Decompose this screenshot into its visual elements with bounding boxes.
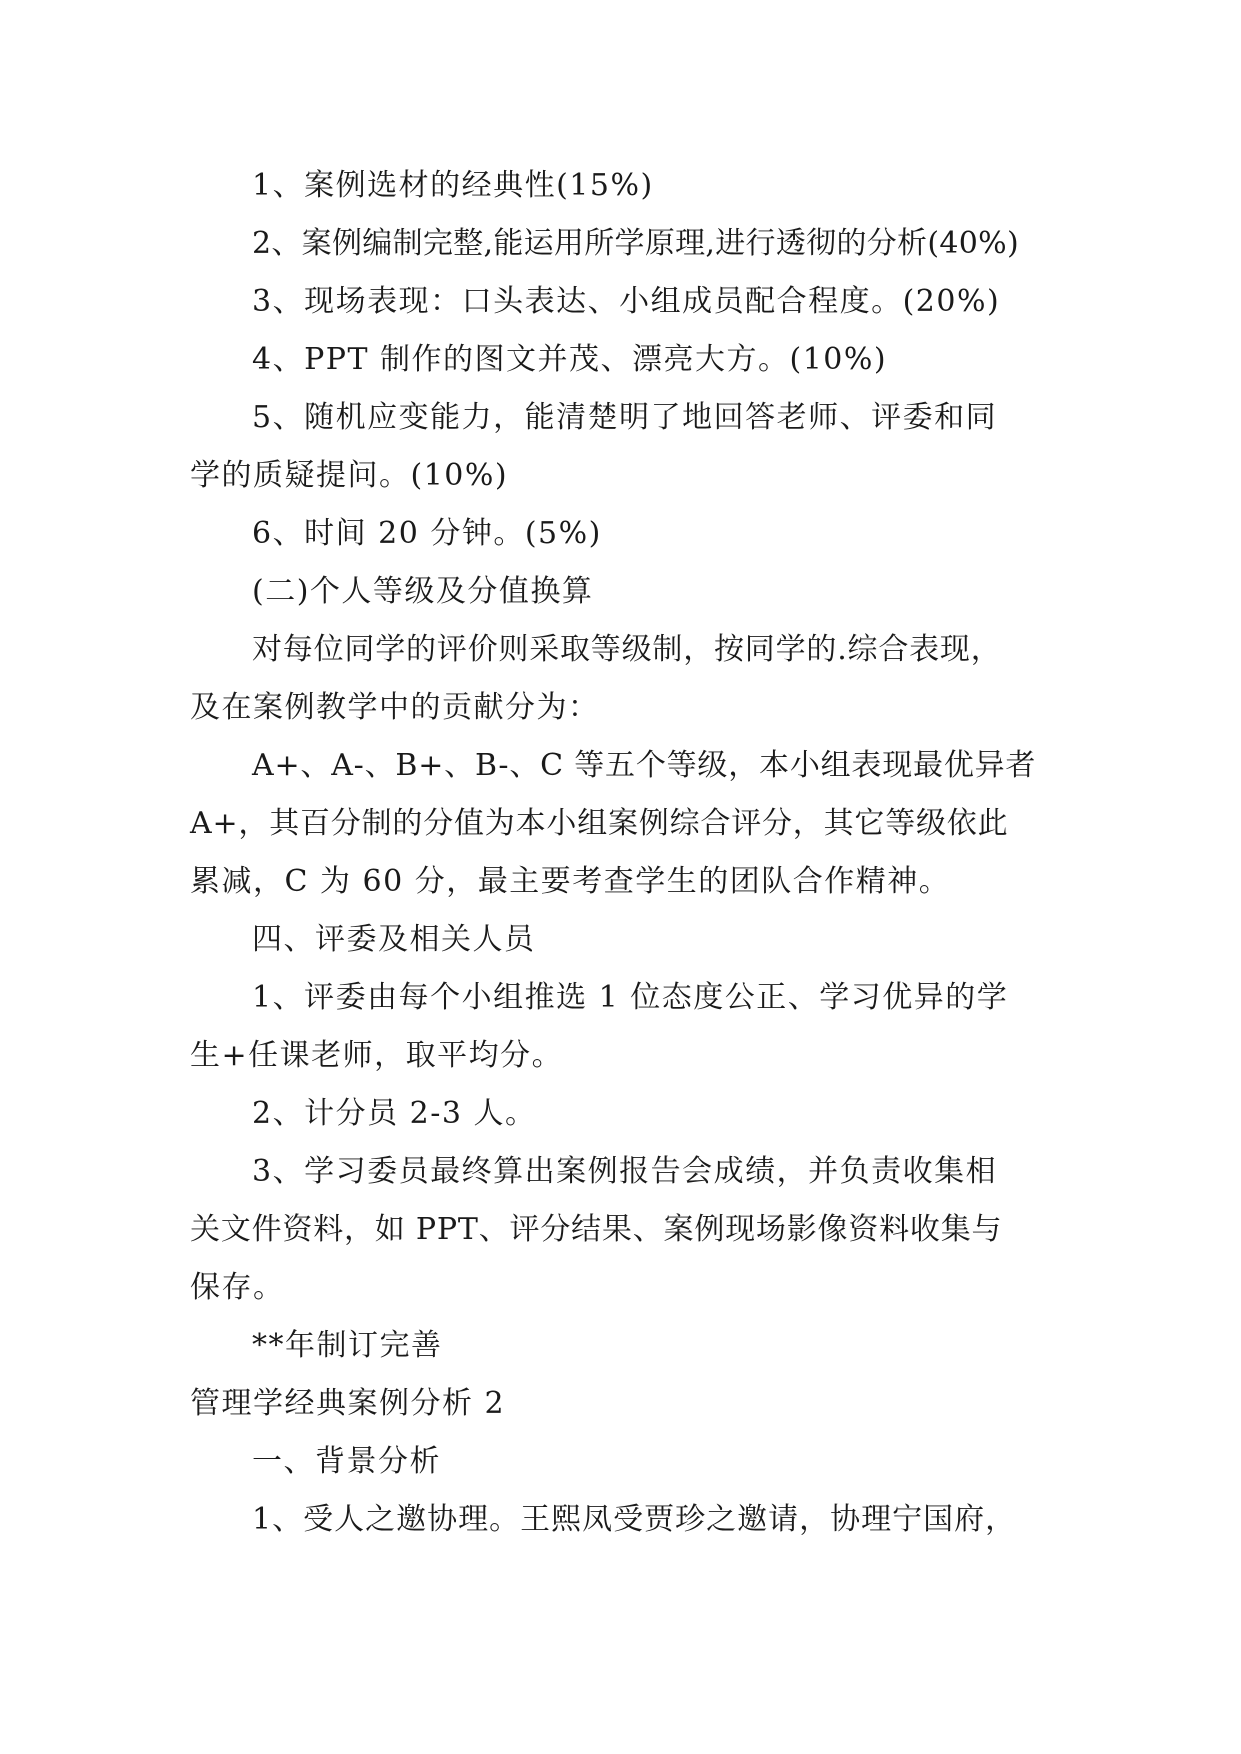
paragraph-levels-line-2: A+，其百分制的分值为本小组案例综合评分，其它等级依此 — [190, 806, 1009, 841]
criterion-1: 1、案例选材的经典性(15%) — [252, 168, 654, 203]
section-heading-individual-grading: (二)个人等级及分值换算 — [252, 574, 594, 609]
judges-item-3-continued: 关文件资料，如 PPT、评分结果、案例现场影像资料收集与 — [190, 1212, 1003, 1247]
criterion-5: 5、随机应变能力，能清楚明了地回答老师、评委和同 — [252, 400, 998, 435]
paragraph-grading-line-1: 对每位同学的评价则采取等级制，按同学的.综合表现， — [252, 632, 1002, 667]
article-title: 管理学经典案例分析 2 — [190, 1386, 506, 1421]
revision-note: **年制订完善 — [252, 1328, 443, 1363]
section-heading-judges: 四、评委及相关人员 — [252, 922, 536, 957]
paragraph-levels-line-3: 累减，C 为 60 分，最主要考查学生的团队合作精神。 — [190, 864, 951, 899]
criterion-3: 3、现场表现：口头表达、小组成员配合程度。(20%) — [252, 284, 1001, 319]
criterion-4: 4、PPT 制作的图文并茂、漂亮大方。(10%) — [252, 342, 888, 377]
paragraph-grading-line-2: 及在案例教学中的贡献分为： — [190, 690, 600, 725]
section-heading-background: 一、背景分析 — [252, 1444, 441, 1479]
criterion-2: 2、案例编制完整,能运用所学原理,进行透彻的分析(40%) — [252, 226, 1019, 261]
judges-item-1-continued: 生+任课老师，取平均分。 — [190, 1038, 564, 1073]
judges-item-3: 3、学习委员最终算出案例报告会成绩，并负责收集相 — [252, 1154, 998, 1189]
criterion-5-continued: 学的质疑提问。(10%) — [190, 458, 509, 493]
background-item-1: 1、受人之邀协理。王熙凤受贾珍之邀请，协理宁国府， — [252, 1502, 1017, 1537]
judges-item-2: 2、计分员 2-3 人。 — [252, 1096, 537, 1131]
paragraph-levels-line-1: A+、A-、B+、B-、C 等五个等级，本小组表现最优异者 — [252, 748, 1037, 783]
judges-item-1: 1、评委由每个小组推选 1 位态度公正、学习优异的学 — [252, 980, 1009, 1015]
judges-item-3-end: 保存。 — [190, 1270, 285, 1305]
criterion-6: 6、时间 20 分钟。(5%) — [252, 516, 602, 551]
